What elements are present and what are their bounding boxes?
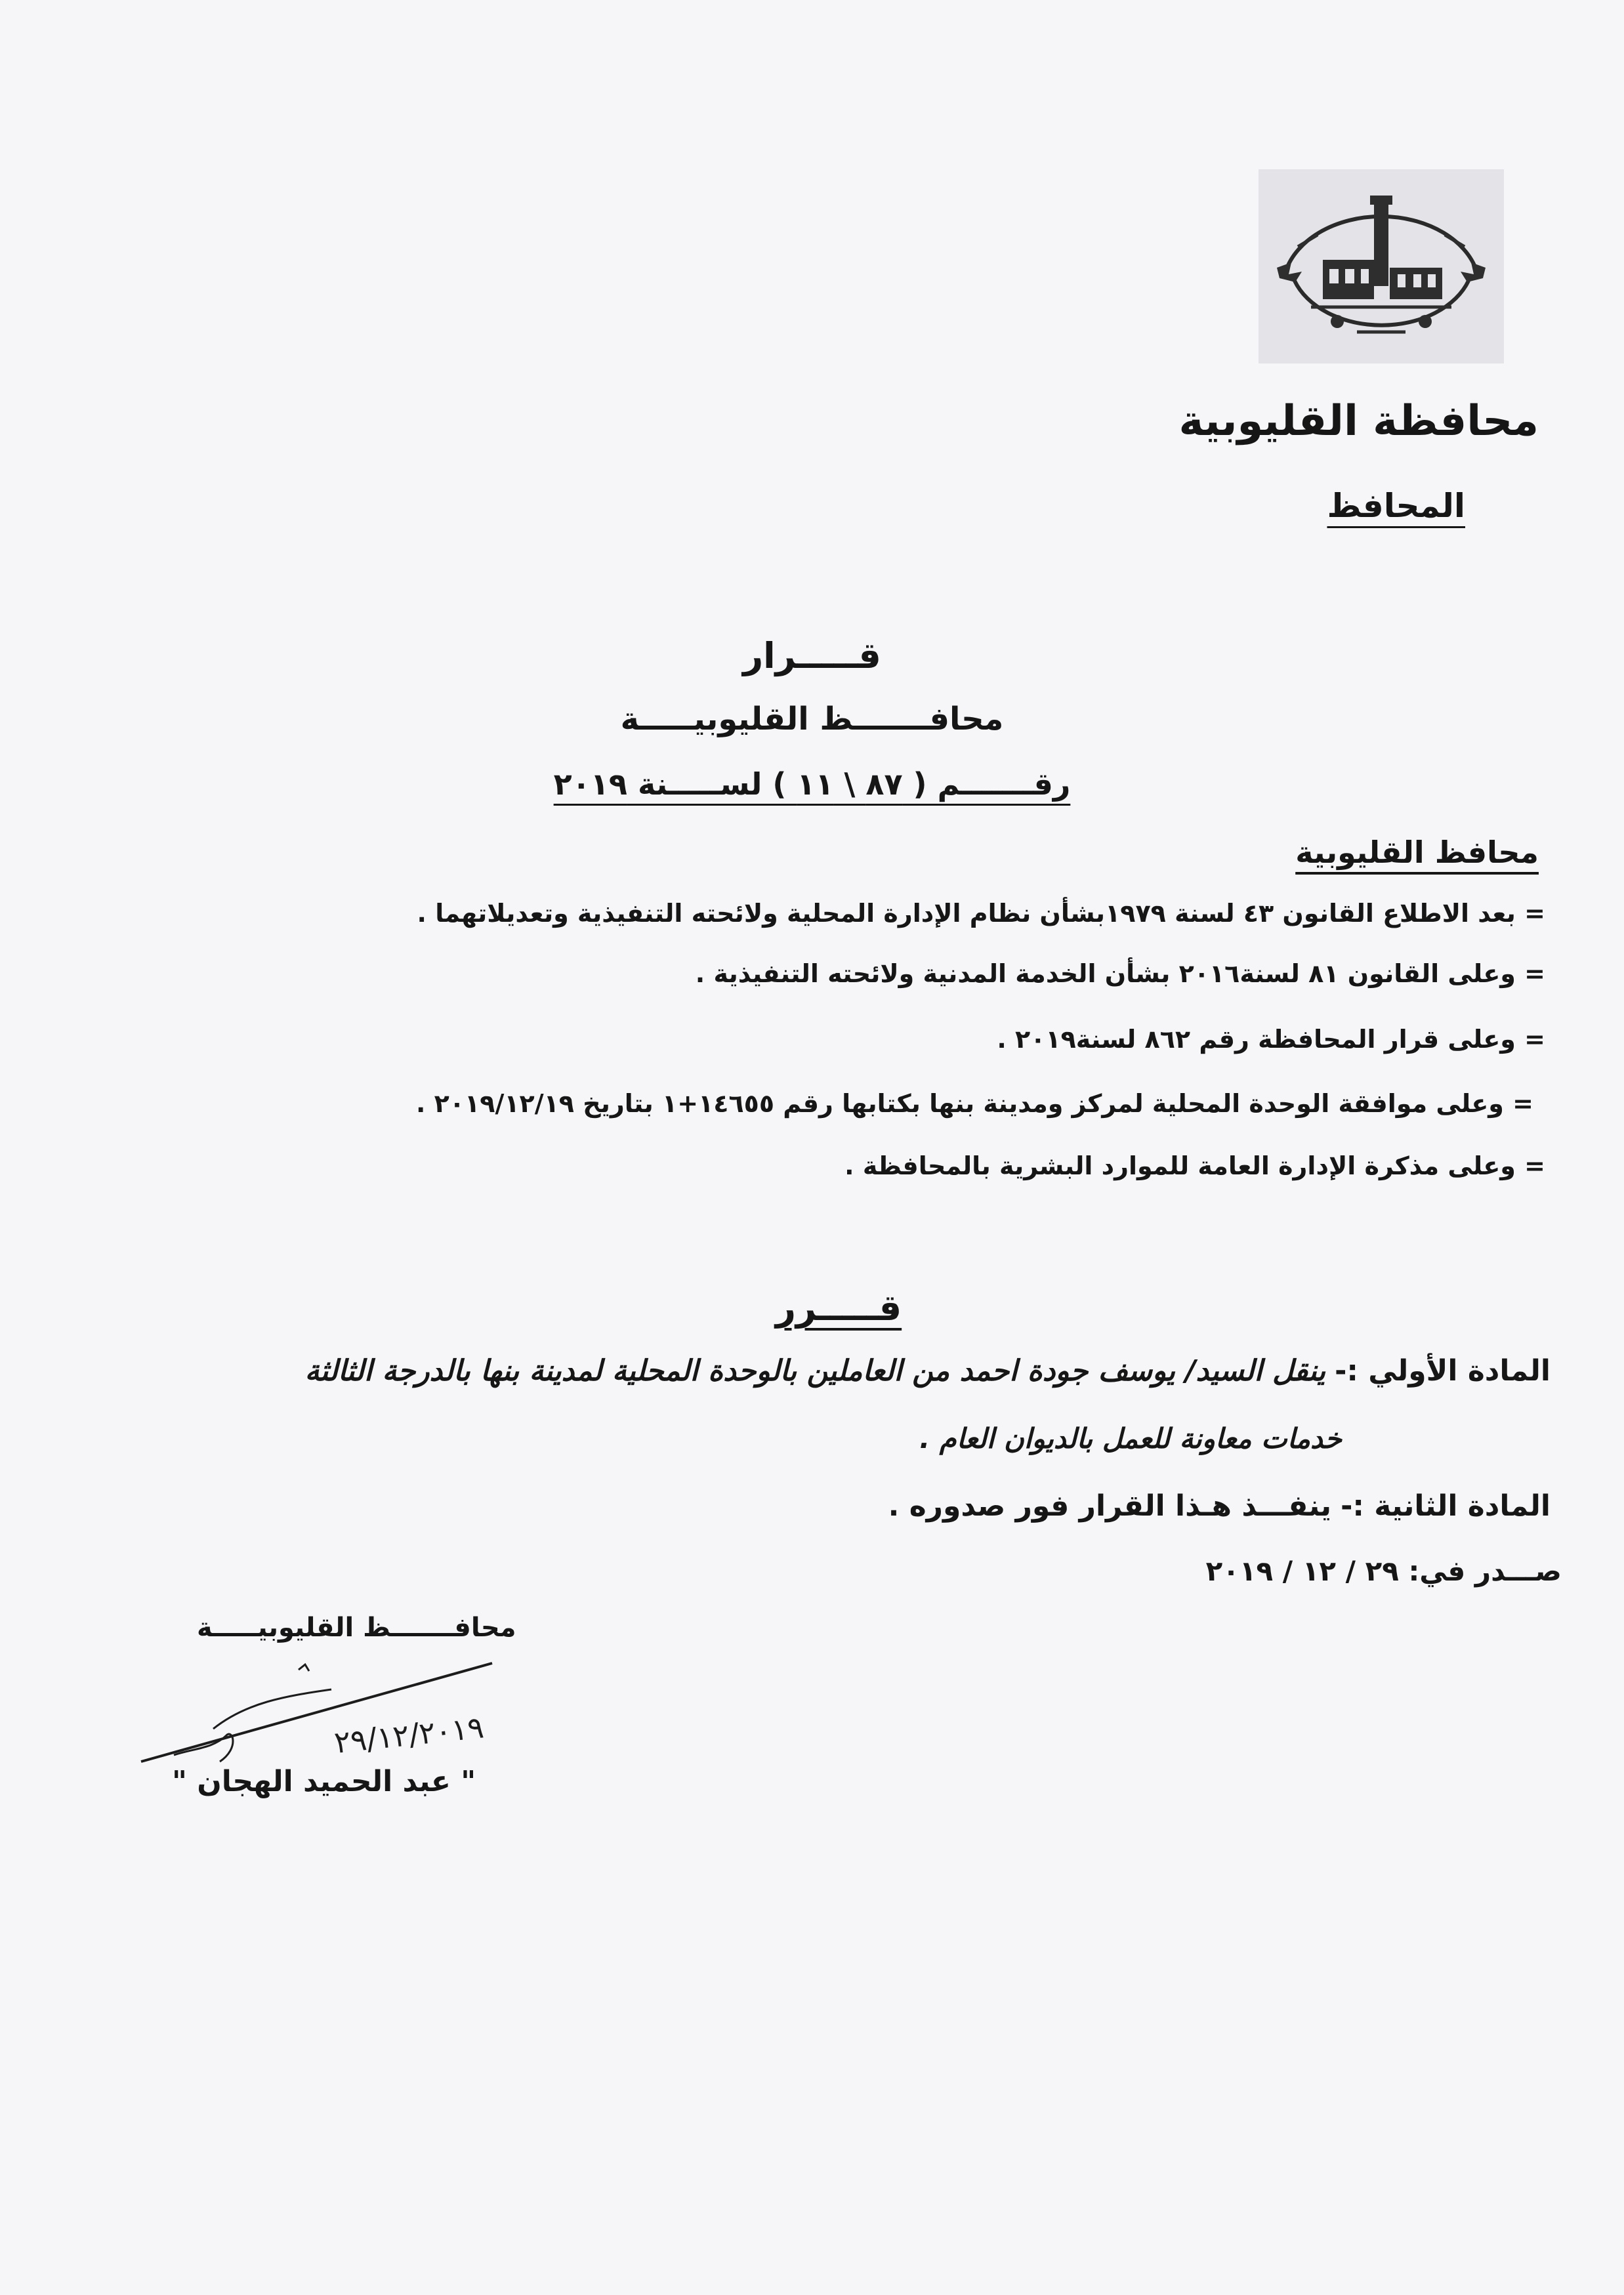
governorate-emblem-icon xyxy=(1259,169,1504,363)
article-1-continuation: خدمات معاونة للعمل بالديوان العام . xyxy=(919,1422,1342,1455)
decision-heading: قـــــرر xyxy=(775,1287,902,1329)
article-2 xyxy=(888,1489,1551,1523)
decree-title: قـــــرار xyxy=(743,635,881,676)
signature-date: ٢٩/١٢/٢٠١٩ xyxy=(332,1709,486,1760)
preamble-item: = وعلى مذكرة الإدارة العامة للموارد البشرية بالمحافظة . xyxy=(844,1151,1545,1180)
issue-date: صـــدر في: ٢٩ / ١٢ / ٢٠١٩ xyxy=(1205,1555,1562,1587)
article-1-text: ينقل السيد/ يوسف جودة احمد من العاملين بالوحدة المحلية لمدينة بنها بالدرجة الثالثة xyxy=(304,1354,1326,1388)
article-1 xyxy=(305,1354,1551,1388)
decree-issuer: محافـــــــظ القليوبيـــــة xyxy=(620,701,1004,737)
signatory-title: محافـــــــظ القليوبيـــــة xyxy=(197,1613,516,1643)
signatory-name: " عبد الحميد الهجان " xyxy=(172,1765,476,1798)
preamble-item: = وعلى قرار المحافظة رقم ٨٦٢ لسنة٢٠١٩ . xyxy=(997,1025,1545,1054)
preamble-item: = وعلى القانون ٨١ لسنة٢٠١٦ بشأن الخدمة المدنية ولائحته التنفيذية . xyxy=(695,959,1545,988)
article-2-label: المادة الثانية :- xyxy=(1341,1489,1551,1523)
article-1-label: المادة الأولي :- xyxy=(1335,1354,1551,1388)
preamble-item: = وعلى موافقة الوحدة المحلية لمركز ومدينة بنها بكتابها رقم ١٤٦٥٥+١ بتاريخ ٢٠١٩/١٢/١٩ . xyxy=(416,1089,1533,1118)
decree-number: رقـــــــم ( ٨٧ \ ١١ ) لســـــنة ٢٠١٩ xyxy=(553,766,1071,802)
handwritten-signature xyxy=(135,1650,502,1781)
preamble-heading: محافظ القليوبية xyxy=(1295,835,1539,870)
governor-role-title: المحافظ xyxy=(1327,487,1465,525)
article-2-text: ينفـــذ هـذا القرار فور صدوره . xyxy=(888,1489,1332,1523)
governorate-name: محافظة القليوبية xyxy=(1178,397,1539,445)
preamble-item: = بعد الاطلاع القانون ٤٣ لسنة ١٩٧٩بشأن نظام الإدارة المحلية ولائحته التنفيذية وتعديلاتهما . xyxy=(417,899,1545,928)
